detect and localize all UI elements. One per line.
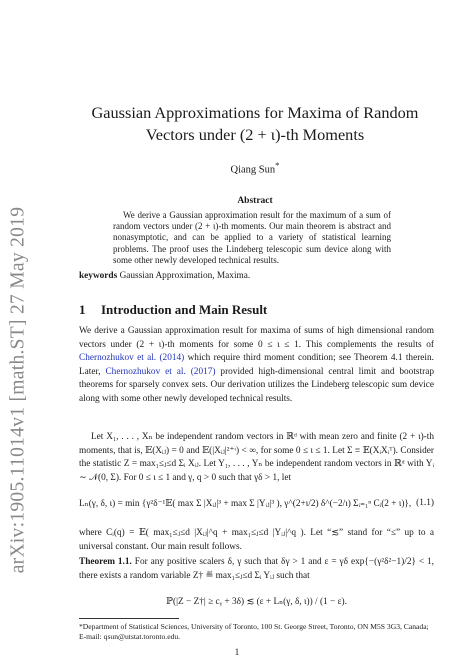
definition-paragraph: where Cᵢ(q) = 𝔼( max₁≤ⱼ≤d |Xᵢⱼ|^q + max₁≤ⱼ≤d |Yᵢⱼ|^q ). Let “≲” stand for “≤” up to a universal constant. Our main result follows. bbox=[79, 528, 434, 552]
intro-paragraph bbox=[79, 325, 434, 407]
theorem-1-1 bbox=[79, 556, 434, 583]
section-number: 1 bbox=[79, 302, 86, 317]
footnote: *Department of Statistical Sciences, University of Toronto, 100 St. George Street, Toronto, ON M5S 3G3, Canada; E-mail: qsun@utstat.toronto.edu. bbox=[79, 622, 429, 641]
arxiv-stamp bbox=[4, 180, 32, 600]
keywords bbox=[79, 271, 250, 281]
section-title: Introduction and Main Result bbox=[101, 302, 268, 317]
paper-title bbox=[60, 102, 450, 146]
intro-text-a: We derive a Gaussian approximation result for maxima of sums of high dimensional random vectors under (2 + ι)-th moments for some 0 ≤ ι ≤ 1. This complements the results of bbox=[79, 326, 434, 350]
intro-text-c: provided high-dimensional central limit and bootstrap theorems for sparsely convex sets. Our derivation utilizes the Lindeberg telescopic sum device along with some other newly developed technical results. bbox=[79, 366, 434, 404]
title-line-2: Vectors under (2 + ι)-th Moments bbox=[145, 125, 365, 144]
equation-1-1-body: Lₙ(γ, δ, ι) = min {γ²δ⁻¹𝔼( max Σ |Xᵢⱼ|³ + max Σ |Yᵢⱼ|³ ), γ^(2+ι/2) δ^(−2/ι) Σᵢ₌₁ⁿ Cᵢ(2 + ι)}, bbox=[79, 499, 412, 509]
abstract-text: We derive a Gaussian approximation result for the maximum of a sum of random vectors under (2 + ι)-th moments. Our main theorem is abstract and nonasymptotic, and can be applied to a variety of statistical learning problems. The proof uses the Lindeberg telescopic sum device along with some other newly developed technical results. bbox=[113, 210, 391, 265]
intro-text-b: which require third moment condition; see Theorem 4.1 therein. Later, bbox=[79, 353, 434, 377]
arxiv-stamp-text: arXiv:1905.11014v1 [math.ST] 27 May 2019 bbox=[7, 206, 29, 574]
citation-link-2014[interactable]: Chernozhukov et al. (2014) bbox=[79, 353, 185, 364]
page-number: 1 bbox=[234, 648, 240, 658]
equation-1-1-tag: (1.1) bbox=[416, 498, 434, 508]
equation-1-1 bbox=[79, 492, 434, 520]
author-footnote-mark: * bbox=[275, 160, 280, 170]
setup-paragraph: Let X₁, . . . , Xₙ be independent random vectors in ℝᵈ with mean zero and finite (2 + ι)-th moments, that is, 𝔼(Xᵢⱼ) = 0 and 𝔼(|Xᵢⱼ|²⁺ᶥ) < ∞, for some 0 ≤ ι ≤ 1. Let Σ ≡ 𝔼(XᵢXᵢᵀ). Consider the statistic Z = max₁≤ⱼ≤d Σᵢ Xᵢⱼ. Let Y₁, . . . , Yₙ be independent random vectors in ℝᵈ with Yᵢ ∼ 𝒩(0, Σ). For 0 ≤ ι ≤ 1 and γ, q > 0 such that γδ > 1, let bbox=[79, 432, 434, 483]
theorem-text: For any positive scalers δ, γ such that δγ > 1 and ε = γδ exp{−(γ²δ²−1)/2} < 1, there exists a random variable Z† ≝ max₁≤ⱼ≤d Σᵢ Yᵢⱼ such that bbox=[79, 557, 435, 581]
author bbox=[60, 160, 450, 176]
citation-link-2017[interactable]: Chernozhukov et al. (2017) bbox=[105, 366, 216, 377]
theorem-equation: ℙ(|Z − Z†| ≥ cᵧ + 3δ) ≲ (ε + Lₙ(γ, δ, ι)) / (1 − ε). bbox=[166, 597, 347, 607]
keywords-text: Gaussian Approximation, Maxima. bbox=[119, 271, 251, 281]
abstract-heading: Abstract bbox=[237, 196, 273, 206]
section-heading bbox=[79, 302, 267, 318]
keywords-label: keywords bbox=[79, 271, 118, 281]
footnote-rule bbox=[79, 618, 179, 619]
title-line-1: Gaussian Approximations for Maxima of Random bbox=[91, 103, 419, 122]
author-name: Qiang Sun bbox=[230, 164, 276, 176]
theorem-label: Theorem 1.1. bbox=[79, 557, 132, 567]
